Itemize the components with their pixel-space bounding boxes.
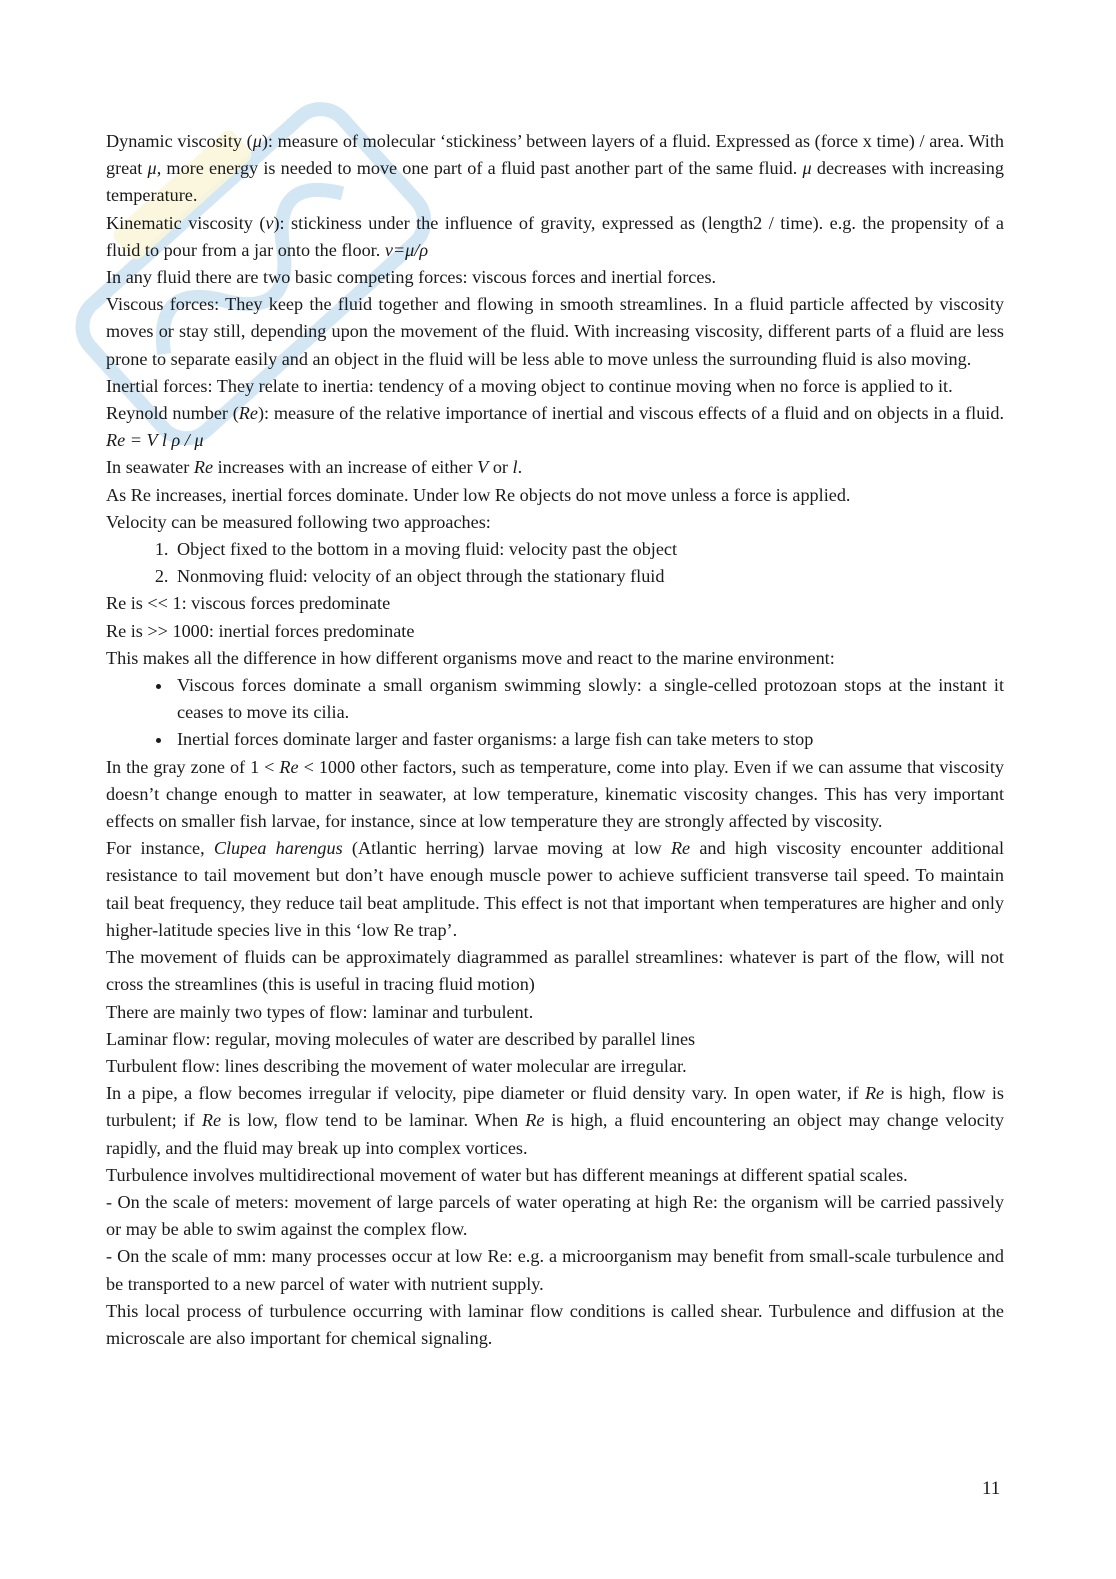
paragraph-laminar-flow: Laminar flow: regular, moving molecules of water are described by parallel lines <box>106 1028 696 1049</box>
paragraph-viscous-forces: Viscous forces: They keep the fluid together and flowing in smooth streamlines. In a fluid particle affected by viscosity moves or stay still, depending upon the movement of the fluid. With increasing viscosity, different parts of a fluid are less prone to separate easily and an object in the fluid will be less able to move unless the surrounding fluid is also moving. <box>106 294 1004 369</box>
list-item: 2. Nonmoving fluid: velocity of an object through the stationary fluid <box>173 563 1004 590</box>
paragraph-herring: For instance, Clupea harengus (Atlantic herring) larvae moving at low Re and high viscosity encounter additional resistance to tail movement but don’t have enough muscle power to achieve sufficient transverse tail speed. To maintain tail beat frequency, they reduce tail beat amplitude. This effect is not that important when temperatures are higher and only higher-latitude species live in this ‘low Re trap’. <box>106 838 1004 940</box>
paragraph-difference: This makes all the difference in how different organisms move and react to the marine environment: <box>106 647 835 668</box>
paragraph-seawater-re: In seawater Re increases with an increase of either V or l. <box>106 457 523 478</box>
paragraph-dynamic-viscosity: Dynamic viscosity (μ): measure of molecular ‘stickiness’ between layers of a fluid. Expressed as (force x time) / area. With great μ, more energy is needed to move one part of a fluid past another part of the same fluid. μ decreases with increasing temperature. <box>106 131 1004 206</box>
organism-bullets <box>106 672 1004 754</box>
paragraph-turbulence: Turbulence involves multidirectional movement of water but has different meanings at different spatial scales. <box>106 1164 908 1185</box>
paragraph-shear: This local process of turbulence occurring with laminar flow conditions is called shear. Turbulence and diffusion at the microscale are also important for chemical signaling. <box>106 1300 1004 1348</box>
list-item: 1. Object fixed to the bottom in a moving fluid: velocity past the object <box>173 536 1004 563</box>
paragraph-scale-mm: - On the scale of mm: many processes occur at low Re: e.g. a microorganism may benefit from small-scale turbulence and be transported to a new parcel of water with nutrient supply. <box>106 1246 1004 1294</box>
approaches-list <box>106 536 1004 590</box>
list-item: • Viscous forces dominate a small organism swimming slowly: a single-celled protozoan stops at the instant it ceases to move its cilia. <box>173 672 1004 726</box>
paragraph-scale-meters: - On the scale of meters: movement of large parcels of water operating at high Re: the organism will be carried passively or may be able to swim against the complex flow. <box>106 1191 1004 1240</box>
page-number: 11 <box>982 1478 1001 1499</box>
paragraph-re-low: Re is << 1: viscous forces predominate <box>106 593 391 614</box>
paragraph-re-high: Re is >> 1000: inertial forces predominate <box>106 620 415 641</box>
paragraph-re-increases: As Re increases, inertial forces dominate. Under low Re objects do not move unless a force is applied. <box>106 484 851 505</box>
paragraph-pipe-flow: In a pipe, a flow becomes irregular if velocity, pipe diameter or fluid density vary. In open water, if Re is high, flow is turbulent; if Re is low, flow tend to be laminar. When Re is high, a fluid encountering an object may change velocity rapidly, and the fluid may break up into complex vortices. <box>106 1083 1005 1158</box>
paragraph-gray-zone: In the gray zone of 1 < Re < 1000 other factors, such as temperature, come into play. Even if we can assume that viscosity doesn’t change enough to matter in seawater, at low temperature, kinematic viscosity changes. This has very important effects on smaller fish larvae, for instance, since at low temperature they are strongly affected by viscosity. <box>106 756 1004 832</box>
paragraph-streamlines: The movement of fluids can be approximately diagrammed as parallel streamlines: whatever is part of the flow, will not cross the streamlines (this is useful in tracing fluid motion) <box>106 947 1004 995</box>
list-item: • Inertial forces dominate larger and faster organisms: a large fish can take meters to stop <box>173 726 1004 753</box>
paragraph-competing-forces: In any fluid there are two basic competing forces: viscous forces and inertial forces. <box>106 267 717 288</box>
document-body <box>106 128 1004 1352</box>
paragraph-inertial-forces: Inertial forces: They relate to inertia: tendency of a moving object to continue moving when no force is applied to it. <box>106 375 953 396</box>
paragraph-kinematic-viscosity: Kinematic viscosity (ν): stickiness under the influence of gravity, expressed as (length2 / time). e.g. the propensity of a fluid to pour from a jar onto the floor. ν=μ/ρ <box>106 212 1004 260</box>
paragraph-reynold-number: Reynold number (Re): measure of the relative importance of inertial and viscous effects of a fluid and on objects in a fluid. Re = V l ρ / μ <box>106 403 1004 451</box>
paragraph-turbulent-flow: Turbulent flow: lines describing the movement of water molecular are irregular. <box>106 1055 687 1076</box>
paragraph-flow-types: There are mainly two types of flow: laminar and turbulent. <box>106 1001 534 1022</box>
paragraph-velocity-approaches: Velocity can be measured following two approaches: <box>106 511 491 532</box>
